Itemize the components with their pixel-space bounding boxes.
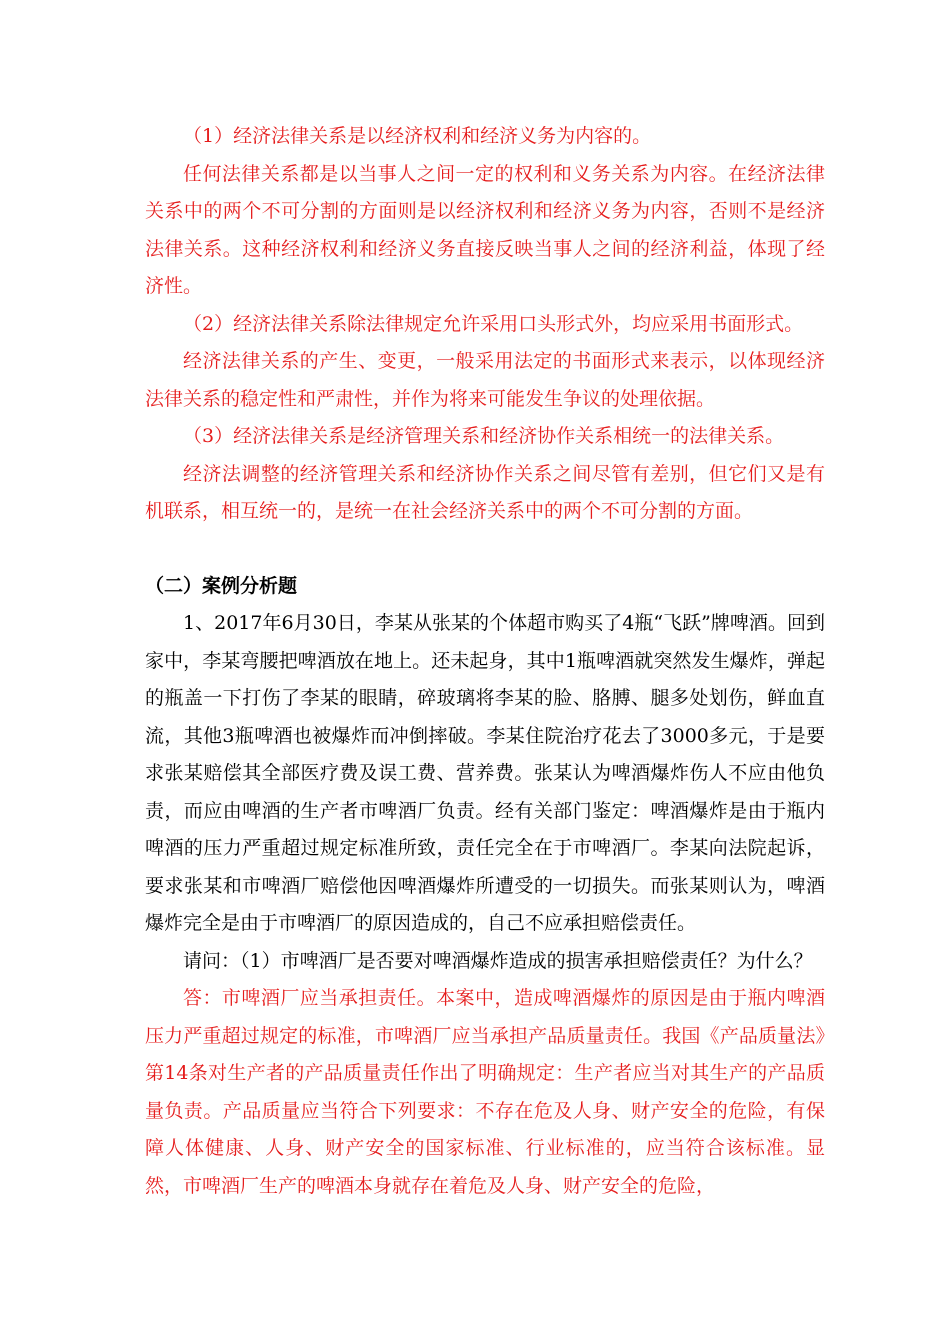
- case-text: 1、2017年6月30日，李某从张某的个体超市购买了4瓶“飞跃”牌啤酒。回到家中，李某弯腰把啤酒放在地上。还未起身，其中1瓶啤酒就突然发生爆炸，弹起的瓶盖一下打伤了李某的眼睛，碎玻璃将李某的脸、胳膊、腿多处划伤，鲜血直流，其他3瓶啤酒也被爆炸而冲倒摔破。李某住院治疗花去了3000多元，于是要求张某赔偿其全部医疗费及误工费、营养费。张某认为啤酒爆炸伤人不应由他负责，而应由啤酒的生产者市啤酒厂负责。经有关部门鉴定：啤酒爆炸是由于瓶内啤酒的压力严重超过规定标准所致，责任完全在于市啤酒厂。李某向法院起诉，要求张某和市啤酒厂赔偿他因啤酒爆炸所遭受的一切损失。而张某则认为，啤酒爆炸完全是由于市啤酒厂的原因造成的，自己不应承担赔偿责任。: [145, 612, 825, 934]
- point2-title: （2）经济法律关系除法律规定允许采用口头形式外，均应采用书面形式。: [183, 312, 804, 335]
- point3-title: （3）经济法律关系是经济管理关系和经济协作关系相统一的法律关系。: [183, 425, 785, 447]
- point1-body: 任何法律关系都是以当事人之间一定的权利和义务关系为内容。在经济法律关系中的两个不可分割的方面则是以经济权利和经济义务为内容，否则不是经济法律关系。这种经济权利和经济义务直接反映当事人之间的经济利益，体现了经济性。: [145, 162, 825, 297]
- answer-1: 答：市啤酒厂应当承担责任。本案中，造成啤酒爆炸的原因是由于瓶内啤酒压力严重超过规定的标准，市啤酒厂应当承担产品质量责任。我国《产品质量法》第14条对生产者的产品质量责任作出了明确规定：生产者应当对其生产的产品质量负责。产品质量应当符合下列要求：不存在危及人身、财产安全的危险，有保障人体健康、人身、财产安全的国家标准、行业标准的，应当符合该标准。显然，市啤酒厂生产的啤酒本身就存在着危及人身、财产安全的危险，: [145, 987, 825, 1197]
- document-content: [145, 118, 825, 1205]
- point3-body: 经济法调整的经济管理关系和经济协作关系之间尽管有差别，但它们又是有机联系，相互统一的，是统一在社会经济关系中的两个不可分割的方面。: [145, 462, 825, 522]
- point2-body: 经济法律关系的产生、变更，一般采用法定的书面形式来表示，以体现经济法律关系的稳定性和严肃性，并作为将来可能发生争议的处理依据。: [145, 350, 825, 410]
- question-1: 请问：（1）市啤酒厂是否要对啤酒爆炸造成的损害承担赔偿责任？为什么？: [183, 949, 813, 972]
- case-analysis-heading: （二）案例分析题: [145, 574, 298, 597]
- point1-title: （1）经济法律关系是以经济权利和经济义务为内容的。: [183, 125, 652, 147]
